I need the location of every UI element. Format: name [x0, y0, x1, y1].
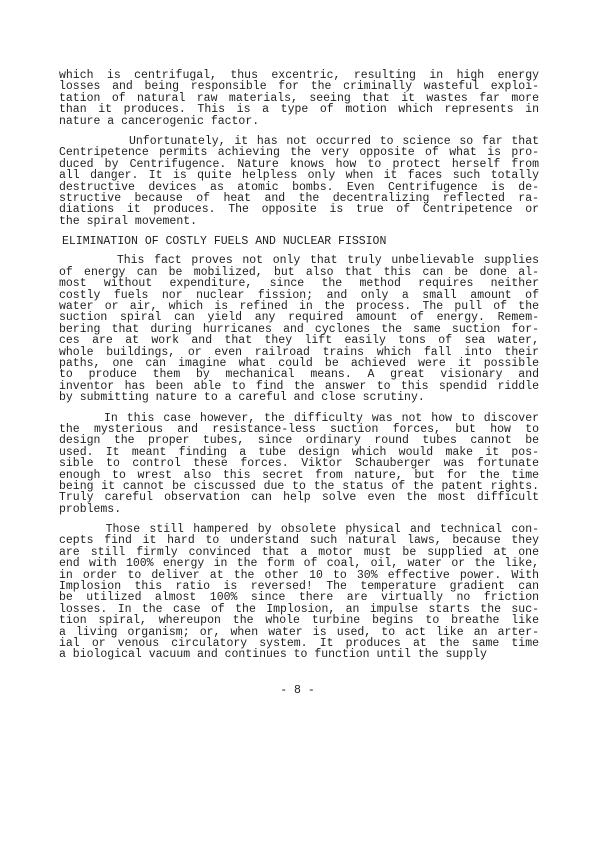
text-line: whole buildings, or even railroad trains which fall into their: [59, 345, 539, 359]
text-line: sible to control these forces. Viktor Schauberger was fortunate: [59, 457, 539, 471]
text-line: nature a cancerogenic factor.: [59, 114, 260, 128]
text-line: end with 100% energy in the form of coal, oil, water or the like,: [59, 557, 539, 571]
paragraph: [59, 413, 539, 516]
text-line: tion spiral, whereupon the whole turbine begins to breathe like: [59, 614, 539, 628]
text-line: ces are at work and that they lift easily tons of sea water,: [59, 334, 539, 348]
page-body: [59, 70, 539, 670]
text-line: diations it produces. The opposite is true of Centripetence or: [59, 203, 539, 217]
text-line: ial or venous circulatory system. It produces at the same time: [59, 636, 539, 650]
text-line: losses and being responsible for the criminally wasteful exploi-: [59, 80, 539, 94]
text-line: Unfortunately, it has not occurred to science so far that: [59, 134, 539, 148]
text-line: used. It meant finding a tube design which would make it pos-: [59, 445, 539, 459]
text-line: of energy can be mobilized, but also that this can be done al-: [59, 265, 539, 279]
text-line: water or air, which is refined in the process. The pull of the: [59, 300, 539, 314]
text-line: inventor has been able to find the answer to this spendid riddle: [59, 379, 539, 393]
text-line: to produce them by mechanical means. A great visionary and: [59, 368, 539, 382]
text-line: duced by Centrifugence. Nature knows how to protect herself from: [59, 157, 539, 171]
text-line: Truly careful observation can help solve even the most difficult: [59, 491, 539, 505]
text-line: costly fuels nor nuclear fission; and only a small amount of: [59, 288, 539, 302]
page-number: - 8 -: [280, 684, 315, 697]
text-line: the spiral movement.: [59, 214, 198, 228]
text-line: Centripetence permits achieving the very opposite of what is pro-: [59, 146, 539, 160]
section-heading: ELIMINATION OF COSTLY FUELS AND NUCLEAR FISSION: [62, 235, 387, 249]
text-line: destructive devices as atomic bombs. Even Centrifugence is de-: [59, 180, 539, 194]
text-line: In this case however, the difficulty was not how to discover: [59, 411, 539, 425]
text-line: cepts find it hard to understand such natural laws, because they: [59, 534, 539, 548]
text-line: tation of natural raw materials, seeing that it wastes far more: [59, 91, 539, 105]
text-line: bering that during hurricanes and cyclones the same suction for-: [59, 322, 539, 336]
paragraph: [59, 524, 539, 661]
text-line: problems.: [59, 502, 122, 516]
text-line: This fact proves not only that truly unbelievable supplies: [59, 254, 539, 268]
text-line: suction spiral can yield any required amount of energy. Remem-: [59, 311, 539, 325]
text-line: all danger. It is quite helpless only when it faces such totally: [59, 169, 539, 183]
text-line: structive because of heat and the decentralizing reflected ra-: [59, 191, 539, 205]
paragraph: [59, 70, 539, 127]
paragraph: [59, 136, 539, 227]
text-line: by submitting nature to a careful and close scrutiny.: [59, 391, 425, 405]
text-line: enough to wrest also this secret from nature, but for the time: [59, 468, 539, 482]
text-line: the mysterious and resistance-less suction forces, but how to: [59, 422, 539, 436]
text-line: in order to deliver at the other 10 to 30% effective power. With: [59, 568, 539, 582]
text-line: losses. In the case of the Implosion, an impulse starts the suc-: [59, 602, 539, 616]
text-line: a biological vacuum and continues to function until the supply: [59, 648, 487, 662]
text-line: design the proper tubes, since ordinary round tubes cannot be: [59, 434, 539, 448]
text-line: Implosion this ratio is reversed! The temperature gradient can: [59, 580, 539, 594]
paragraph: [59, 255, 539, 403]
text-line: than it produces. This is a type of motion which represents in: [59, 103, 539, 117]
text-line: being it cannot be ciscussed due to the status of the patent rights.: [59, 479, 539, 493]
text-line: paths, one can imagine what could be achieved were it possible: [59, 357, 539, 370]
text-line: most without expenditure, since the method requires neither: [59, 277, 539, 291]
text-line: are still firmly convinced that a motor must be supplied at one: [59, 545, 539, 559]
text-line: a living organism; or, when water is used, to act like an arter-: [59, 625, 539, 639]
text-line: Those still hampered by obsolete physical and technical con-: [59, 523, 539, 537]
text-line: be utilized almost 100% since there are virtually no friction: [59, 591, 539, 605]
text-line: which is centrifugal, thus excentric, resulting in high energy: [59, 69, 539, 82]
